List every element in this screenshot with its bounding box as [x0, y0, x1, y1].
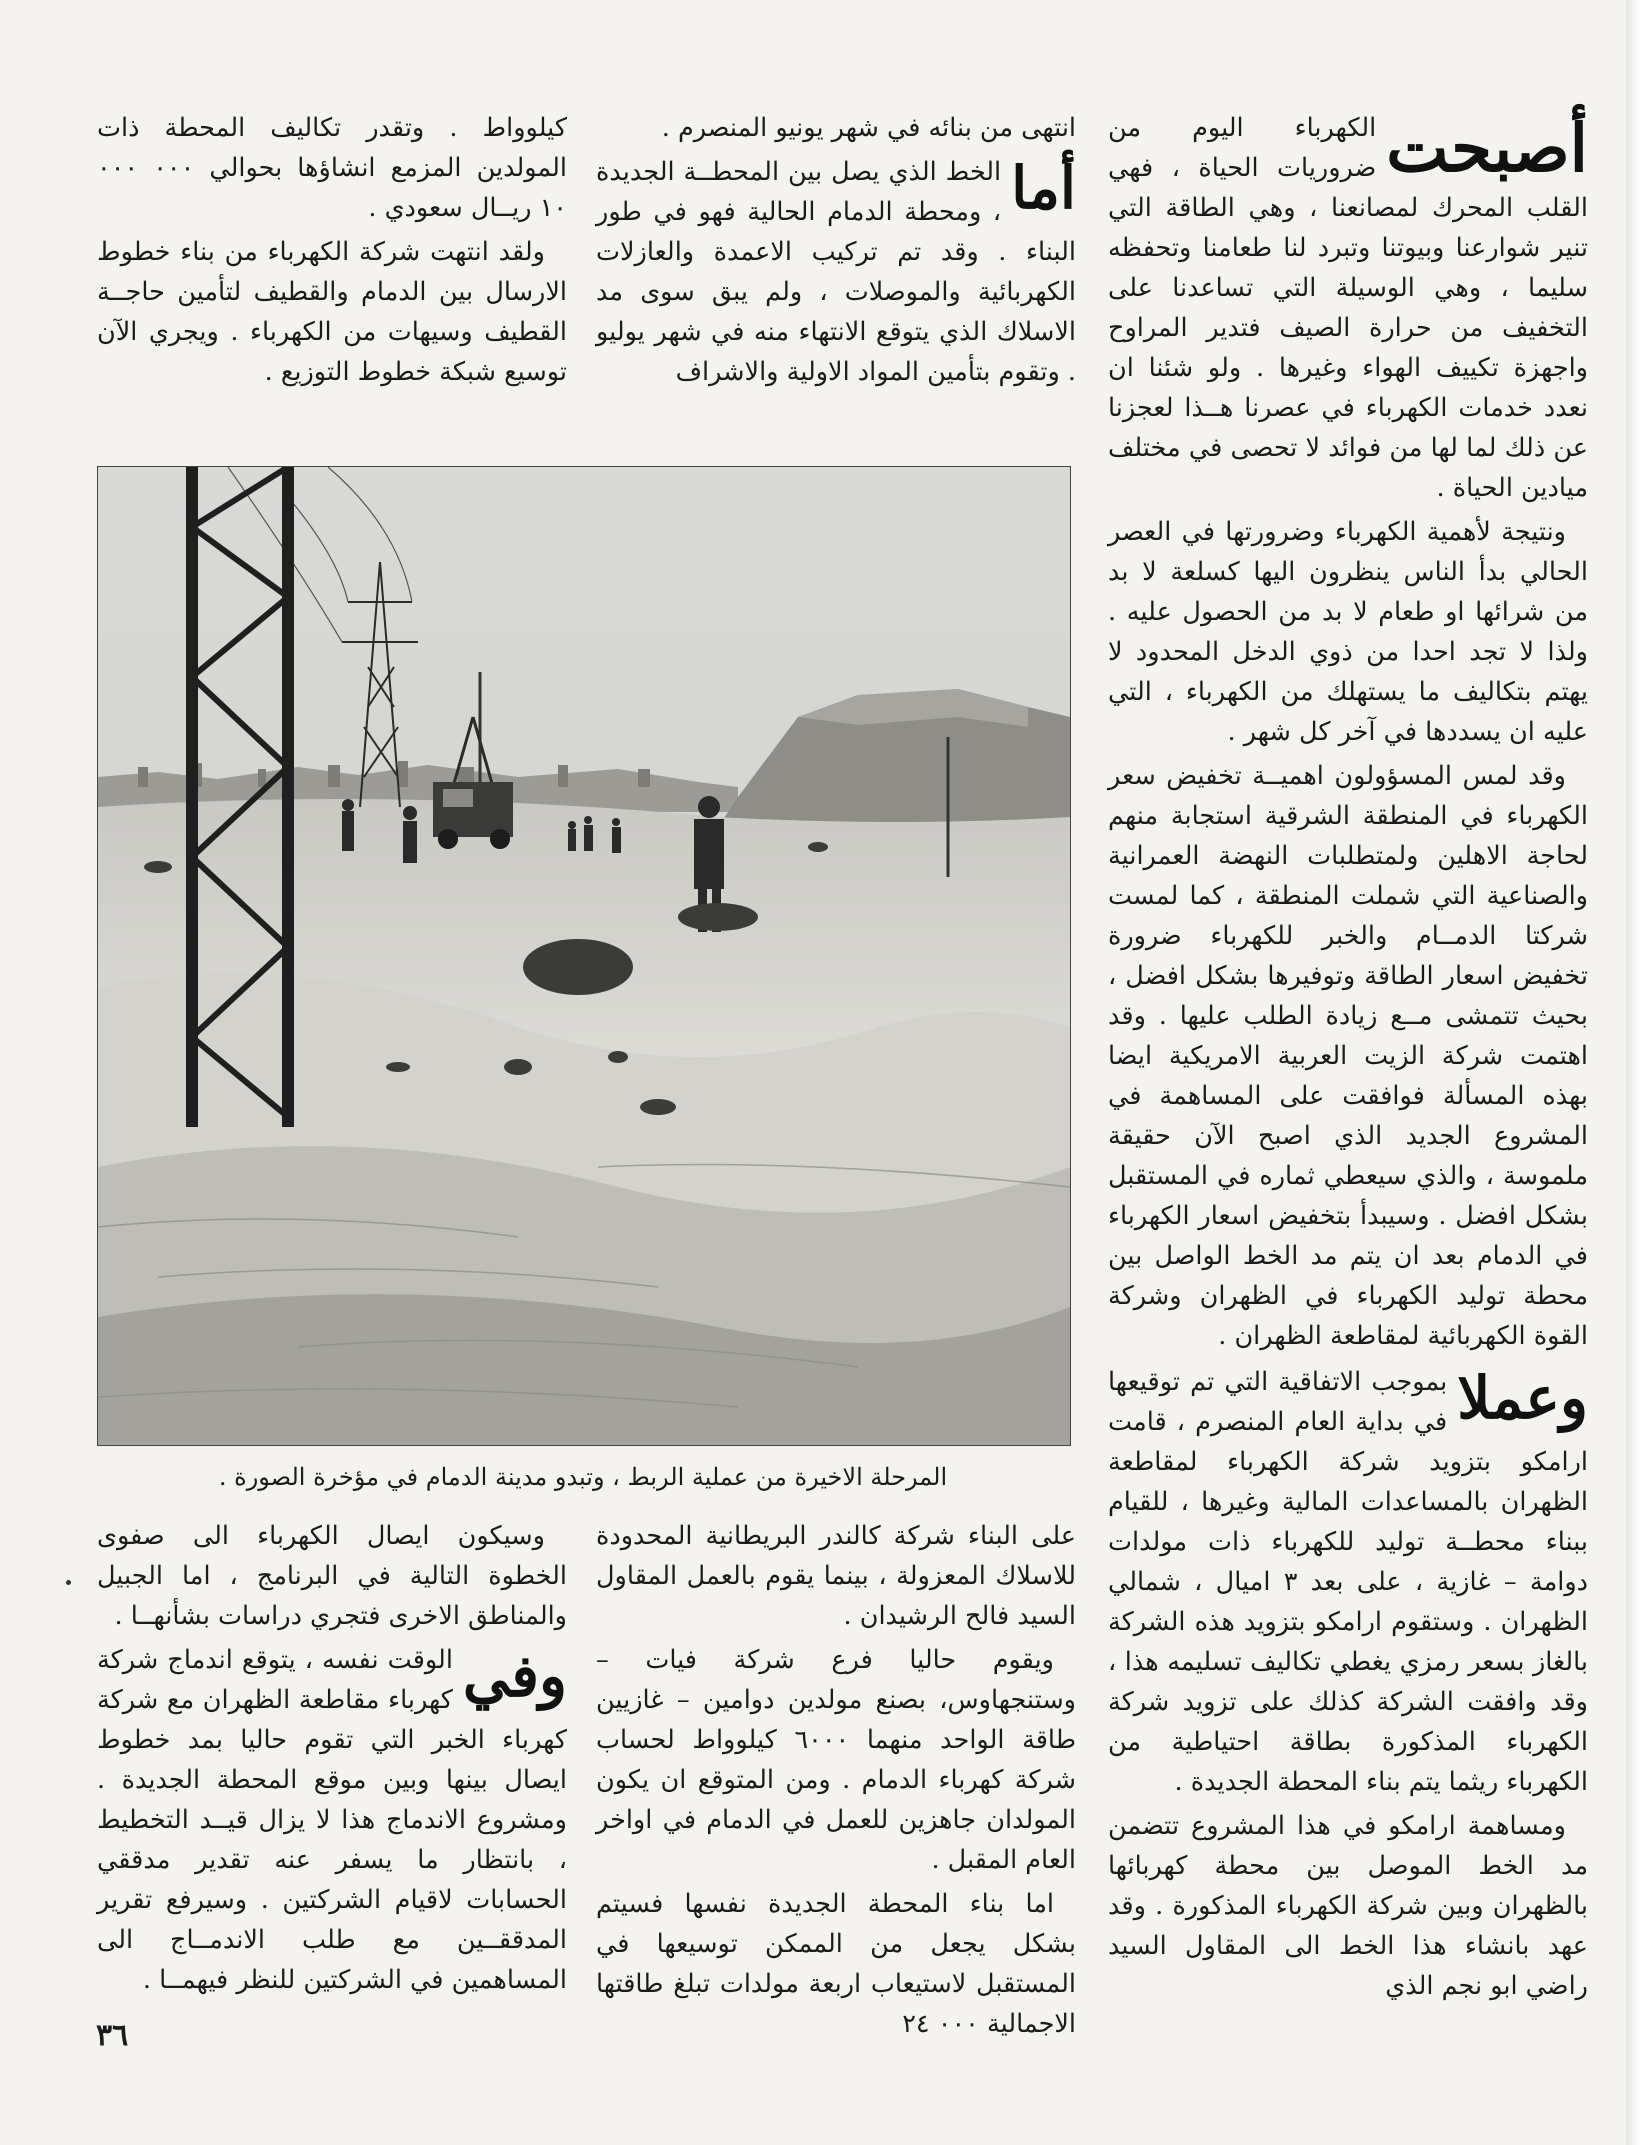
middle-top-column [596, 108, 1076, 396]
paragraph-generators: ويقوم حاليا فرع شركة فيات – وستنجهاوس، بصنع مولدين دوامين – غازيين طاقة الواحد منهما ٦٠٠٠ كيلوواط لحساب شركة كهرباء الدمام . ومن المتوقع ان يكون المولدان جاهزين للعمل في الدمام في اواخر العام المقبل . [596, 1645, 1076, 1875]
dropcap-asbahat: أصبحت [1386, 109, 1588, 187]
paragraph-station-expansion: اما بناء المحطة الجديدة نفسها فسيتم بشكل يجعل من الممكن توسيعها في المستقبل لاستيعاب اربعة مولدات تبلغ طاقتها الاجمالية ٠٠٠ ٢٤ [596, 1889, 1076, 2039]
paragraph-contractors: على البناء شركة كالندر البريطانية المحدودة للاسلاك المعزولة ، بينما يقوم بالعمل المقاول السيد فالح الرشيدان . [596, 1521, 1076, 1631]
paragraph-aramco-contribution: ومساهمة ارامكو في هذا المشروع تتضمن مد الخط الموصل بين محطة كهربائها بالظهران وبين شركة الكهرباء المذكورة . وقد عهد بانشاء هذا الخط الى المقاول السيد راضي ابو نجم الذي [1108, 1811, 1588, 2001]
page-number: ٣٦ [96, 2018, 129, 2053]
paragraph-intro: أصبحت الكهرباء اليوم من ضروريات الحياة ، فهي القلب المحرك لمصانعنا ، وهي الطاقة التي تنير شوارعنا وبيوتنا وتبرد لنا طعامنا وتحفظه سليما ، وهي الوسيلة التي تساعدنا على التخفيف من حرارة الصيف فتدير المراوح واجهزة تكييف الهواء وغيرها . ولو شئنا ان نعدد خدمات الكهرباء في عصرنا هــذا لعجزنا عن ذلك لما لها من فوائد لا تحصى في مختلف ميادين الحياة . [1108, 109, 1588, 503]
paragraph-new-line: أما الخط الذي يصل بين المحطــة الجديدة ، ومحطة الدمام الحالية فهو في طور البناء . وقد تم تركيب الاعمدة والعازلات الكهربائية والموصلات ، ولم يبق سوى مد الاسلاك الذي يتوقع الانتهاء منه في شهر يوليو . وتقوم بتأمين المواد الاولية والاشراف [596, 154, 1076, 387]
left-top-column [97, 108, 567, 396]
paragraph-completed: انتهى من بنائه في شهر يونيو المنصرم . [661, 113, 1076, 143]
paragraph-safwa: وسيكون ايصال الكهرباء الى صفوى الخطوة التالية في البرنامج ، اما الجبيل والمناطق الاخرى فتجري دراسات بشأنهــا . [97, 1521, 567, 1631]
paragraph-importance: ونتيجة لأهمية الكهرباء وضرورتها في العصر الحالي بدأ الناس ينظرون اليها كسلعة لا بد من شرائها او طعام لا بد من الحصول عليه . ولذا لا تجد احدا من ذوي الدخل المحدود لا يهتم بتكاليف ما يستهلك من الكهرباء ، التي عليه ان يسددها في آخر كل شهر . [1108, 517, 1588, 747]
dropcap-wa-amalan: وعملا [1457, 1364, 1588, 1432]
paragraph-merger: وفي الوقت نفسه ، يتوقع اندماج شركة كهرباء مقاطعة الظهران مع شركة كهرباء الخبر التي تقوم حاليا بمد خطوط ايصال بينها وبين موقع المحطة الجديدة . ومشروع الاندماج هذا لا يزال قيــد التخطيط ، بانتظار ما يسفر عنه تقدير مدققي الحسابات لاقيام الشركتين . وسيرفع تقرير المدققــين مع طلب الاندمــاج الى المساهمين في الشركتين للنظر فيهمــا . [97, 1642, 567, 1995]
dropcap-amma: أما [1011, 154, 1076, 222]
paragraph-qatif-lines: ولقد انتهت شركة الكهرباء من بناء خطوط الارسال بين الدمام والقطيف لتأمين حاجــة القطيف وسيهات من الكهرباء . ويجري الآن توسيع شبكة خطوط التوزيع . [97, 237, 567, 387]
left-bottom-column [97, 1516, 567, 2004]
photo-caption: المرحلة الاخيرة من عملية الربط ، وتبدو مدينة الدمام في مؤخرة الصورة . [218, 1463, 948, 1491]
right-column [1108, 108, 1588, 2010]
middle-bottom-column [596, 1516, 1076, 2048]
paragraph-station-cost: كيلوواط . وتقدر تكاليف المحطة ذات المولدين المزمع انشاؤها بحوالي ٠٠٠ ٠٠٠ ١٠ ريــال سعودي . [97, 113, 568, 223]
margin-mark [66, 1580, 71, 1585]
photo-power-line-construction [97, 466, 1071, 1446]
dropcap-wa-fi: وفي [462, 1642, 567, 1710]
photo-illustration [98, 467, 1070, 1445]
paragraph-price-reduction: وقد لمس المسؤولون اهميــة تخفيض سعر الكهرباء في المنطقة الشرقية استجابة منهم لحاجة الاهلين ولمتطلبات النهضة العمرانية والصناعية التي شملت المنطقة ، كما لمست شركتا الدمــام والخبر للكهرباء ضرورة تخفيض اسعار الطاقة وتوفيرها بشكل افضل ، بحيث تتمشى مــع زيادة الطلب عليها . وقد اهتمت شركة الزيت العربية الامريكية ايضا بهذه المسألة فوافقت على المساهمة في المشروع الجديد الذي اصبح الآن حقيقة ملموسة ، والذي سيعطي ثماره في المستقبل بشكل افضل . وسيبدأ بتخفيض اسعار الكهرباء في الدمام بعد ان يتم مد الخط الواصل بين محطة توليد الكهرباء في الظهران وشركة القوة الكهربائية لمقاطعة الظهران . [1108, 761, 1588, 1351]
page-edge [1626, 0, 1640, 2145]
paragraph-agreement: وعملا بموجب الاتفاقية التي تم توقيعها في بداية العام المنصرم ، قامت ارامكو بتزويد شركة الكهرباء لمقاطعة الظهران بالمساعدات المالية وغيرها ، للقيام ببناء محطــة توليد للكهرباء ذات مولدات دوامة – غازية ، على بعد ٣ اميال ، شمالي الظهران . وستقوم ارامكو بتزويد هذه الشركة بالغاز بسعر رمزي يغطي تكاليف تسليمه هذا ، وقد وافقت الشركة كذلك على تزويد شركة الكهرباء المذكورة بطاقة احتياطية من الكهرباء ريثما يتم بناء المحطة الجديدة . [1108, 1364, 1588, 1797]
